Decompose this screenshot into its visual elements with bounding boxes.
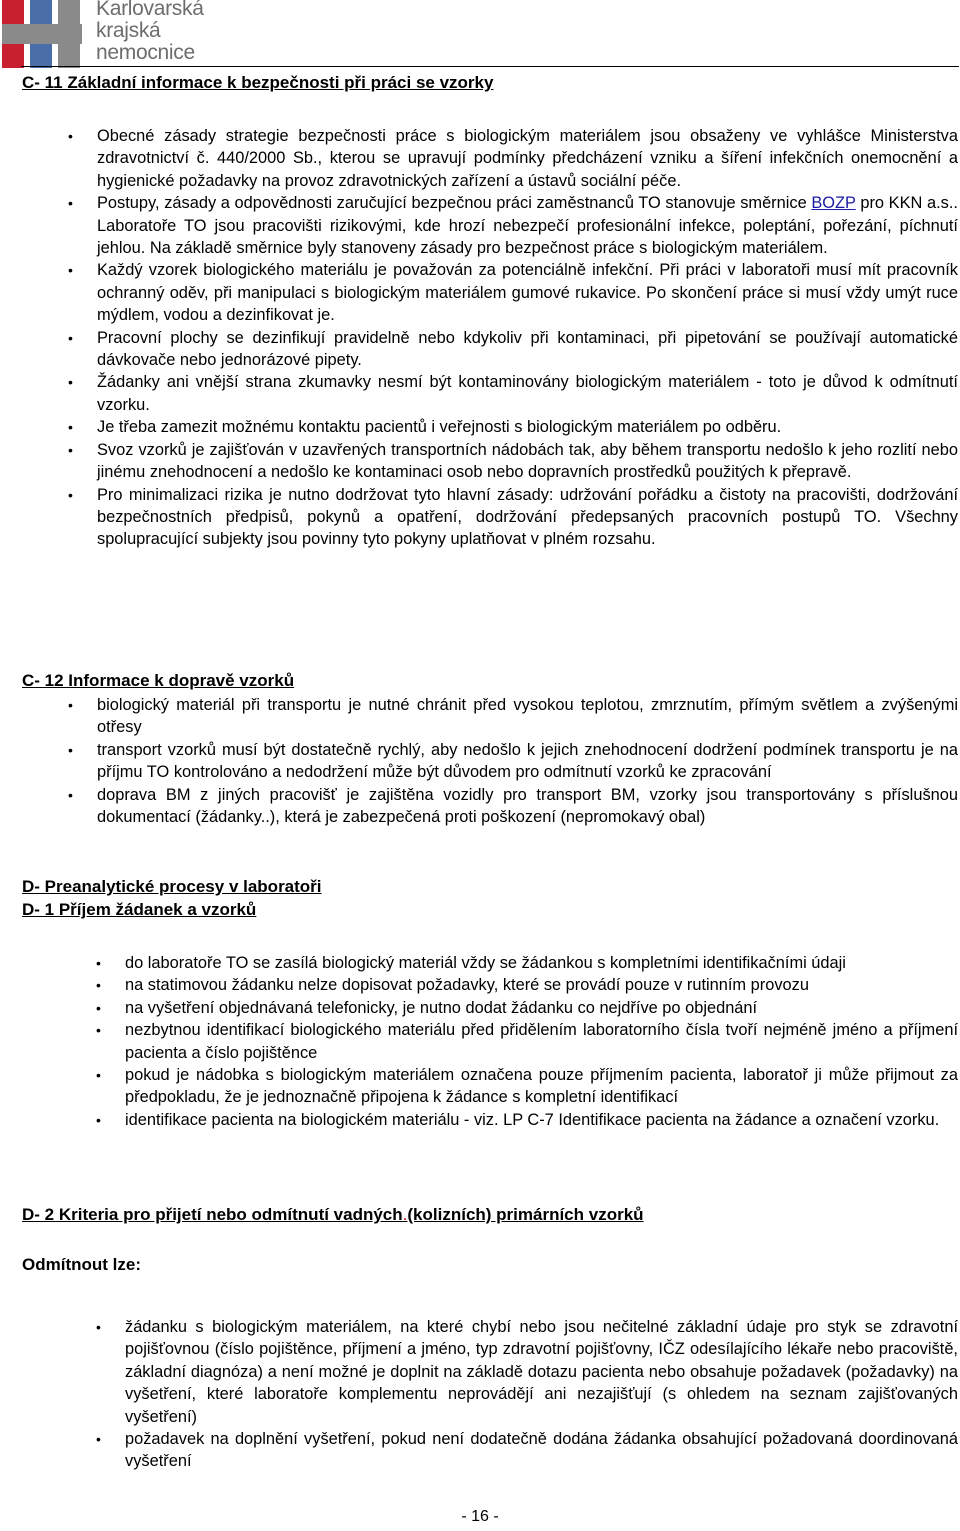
list-item: • nezbytnou identifikací biologického materiálu před přidělením laboratorního čísla tvoří nejméně jméno a příjmení pacienta a číslo pojištěnce <box>125 1019 958 1064</box>
list-item: • identifikace pacienta na biologickém materiálu - viz. LP C-7 Identifikace pacienta na žádance a označení vzorku. <box>125 1109 958 1131</box>
list-item: • Je třeba zamezit možnému kontaktu pacientů i veřejnosti s biologickým materiálem po odběru. <box>97 416 958 438</box>
header-rule <box>21 66 959 67</box>
logo-text <box>96 0 204 64</box>
section-c12-list <box>97 694 958 828</box>
bozp-link[interactable]: BOZP <box>811 194 856 213</box>
list-item: • do laboratoře TO se zasílá biologický materiál vždy se žádankou s kompletními identifikačními údaji <box>125 952 958 974</box>
section-d2-title-part-a: D- 2 Kriteria pro přijetí nebo odmítnutí vadných <box>22 1205 403 1224</box>
section-d2-title-part-b: (kolizních) primárních vzorků <box>407 1205 644 1224</box>
list-item: • na statimovou žádanku nelze dopisovat požadavky, které se provádí pouze v rutinním provozu <box>125 974 958 996</box>
logo-line-2: krajská <box>96 19 161 42</box>
section-c11-title: C- 11 Základní informace k bezpečnosti při práci se vzorky <box>22 73 494 92</box>
list-item: • transport vzorků musí být dostatečně rychlý, aby nedošlo k jejich znehodnocení dodržení podmínek transportu je na příjmu TO kontrolováno a nedodržení může být důvodem pro odmítnutí vzorků ke zpracování <box>97 739 958 784</box>
hospital-logo <box>2 0 242 68</box>
section-d2-title-mark: . <box>402 1205 408 1224</box>
list-item: • Svoz vzorků je zajišťován v uzavřených transportních nádobách tak, aby během transportu nedošlo k jeho rozlití nebo jinému znehodnocení a nedošlo ke kontaminaci osob nebo dopravních prostředků použitých k přepravě. <box>97 439 958 484</box>
list-item: • Žádanky ani vnější strana zkumavky nesmí být kontaminovány biologickým materiálem - toto je důvod k odmítnutí vzorku. <box>97 371 958 416</box>
logo-line-1: Karlovarská <box>96 0 204 20</box>
section-d2-list <box>125 1316 958 1473</box>
logo-line-3: nemocnice <box>96 41 195 64</box>
list-item: • Pracovní plochy se dezinfikují pravidelně nebo kdykoliv při kontaminaci, při pipetování se používají automatické dávkovače nebo jednorázové pipety. <box>97 327 958 372</box>
list-item: • žádanku s biologickým materiálem, na které chybí nebo jsou nečitelné základní údaje pro styk se zdravotní pojišťovnou (číslo pojištěnce, příjmení a jméno, typ zdravotní pojišťovny, IČZ odesílajícího lékaře nebo pracoviště, základní diagnóza) a není možné je doplnit na základě dotazu pacienta nebo obsahuje požadavek (požadavky) na vyšetření, které laboratoře komplementu neprovádějí ani nezajišťují (s ohledem na seznam zajišťovaných vyšetření) <box>125 1316 958 1428</box>
section-c11-list <box>97 125 958 551</box>
section-d2-subtitle: Odmítnout lze: <box>22 1255 141 1274</box>
list-item-text: Postupy, zásady a odpovědnosti zaručující bezpečnou práci zaměstnanců TO stanovuje směrnice <box>97 194 812 213</box>
section-d1-list <box>125 952 958 1131</box>
page-number: - 16 - <box>461 1508 499 1525</box>
list-item: • požadavek na doplnění vyšetření, pokud není dodatečně dodána žádanka obsahující požadovaná doordinovaná vyšetření <box>125 1428 958 1473</box>
section-d1-title: D- 1 Příjem žádanek a vzorků <box>22 900 257 919</box>
list-item <box>97 192 958 259</box>
list-item: • Obecné zásady strategie bezpečnosti práce s biologickým materiálem jsou obsaženy ve vyhlášce Ministerstva zdravotnictví č. 440/2000 Sb., kterou se upravují podmínky předcházení vzniku a šíření infekčních onemocnění a hygienické požadavky na provoz zdravotnických zařízení a ústavů sociální péče. <box>97 125 958 192</box>
section-d2-title <box>22 1204 644 1226</box>
hospital-cross-icon <box>2 0 82 68</box>
list-item-text: pro KKN a.s.. Laboratoře TO jsou pracovišti rizikovými, kde hrozí nebezpečí profesionální infekce, poleptání, pořezání, píchnutí jehlou. Na základě směrnice byly stanoveny zásady pro bezpečnost práce s biologickým materiálem. <box>97 194 958 258</box>
list-item: • Pro minimalizaci rizika je nutno dodržovat tyto hlavní zásady: udržování pořádku a čistoty na pracovišti, dodržování bezpečnostních předpisů, pokynů a opatření, dodržování předepsaných pracovních postupů TO. Všechny spolupracující subjekty jsou povinny tyto pokyny uplatňovat v plném rozsahu. <box>97 484 958 551</box>
list-item: • na vyšetření objednávaná telefonicky, je nutno dodat žádanku co nejdříve po objednání <box>125 997 958 1019</box>
list-item: • pokud je nádobka s biologickým materiálem označena pouze příjmením pacienta, laboratoř ji může přijmout za předpokladu, že je jednoznačně připojena k žádance s kompletní identifikací <box>125 1064 958 1109</box>
list-item: • biologický materiál při transportu je nutné chránit před vysokou teplotou, zmrznutím, přímým světlem a zvýšenými otřesy <box>97 694 958 739</box>
list-item: • Každý vzorek biologického materiálu je považován za potenciálně infekční. Při práci v laboratoři musí mít pracovník ochranný oděv, při manipulaci s biologickým materiálem gumové rukavice. Po skončení práce si musí vždy umýt ruce mýdlem, vodou a dezinfikovat je. <box>97 259 958 326</box>
section-c12-title: C- 12 Informace k dopravě vzorků <box>22 671 295 690</box>
list-item: • doprava BM z jiných pracovišť je zajištěna vozidly pro transport BM, vzorky jsou transportovány s příslušnou dokumentací (žádanky..), která je zabezpečená proti poškození (nepromokavý obal) <box>97 784 958 829</box>
section-d-title: D- Preanalytické procesy v laboratoři <box>22 877 322 896</box>
